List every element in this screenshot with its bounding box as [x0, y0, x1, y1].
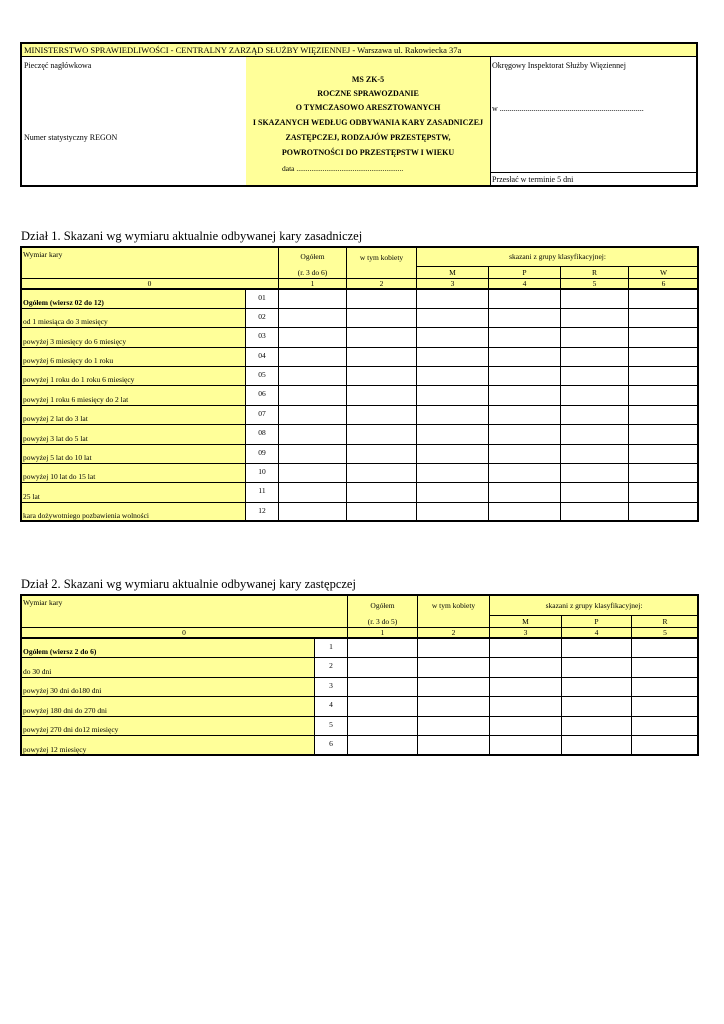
data-cell[interactable] — [490, 697, 562, 717]
data-cell[interactable] — [562, 736, 632, 756]
data-cell[interactable] — [562, 638, 632, 658]
col-number: 4 — [489, 279, 561, 290]
data-cell[interactable] — [347, 483, 417, 502]
data-cell[interactable] — [279, 464, 347, 483]
row-label: kara dożywotniego pozbawienia wolności — [21, 502, 246, 521]
row-number: 12 — [246, 502, 279, 521]
section2-table — [20, 594, 699, 756]
col-header-grupy: skazani z grupy klasyfikacyjnej: — [490, 595, 699, 616]
form-code: MS ZK-5 — [351, 75, 385, 84]
col-number: 0 — [21, 628, 348, 639]
section2-title: Dział 2. Skazani wg wymiaru aktualnie odbywanej kary zastępczej — [21, 577, 356, 591]
form-title-line: I SKAZANYCH WEDŁUG ODBYWANIA KARY ZASADNICZEJ — [252, 118, 484, 127]
data-cell[interactable] — [561, 464, 629, 483]
data-cell[interactable] — [490, 638, 562, 658]
data-cell[interactable] — [418, 658, 490, 678]
data-cell[interactable] — [490, 658, 562, 678]
data-cell[interactable] — [417, 367, 489, 386]
data-cell[interactable] — [490, 716, 562, 736]
form-title-line: ZASTĘPCZEJ, RODZAJÓW PRZESTĘPSTW, — [285, 133, 451, 142]
data-cell[interactable] — [561, 347, 629, 366]
data-cell[interactable] — [561, 405, 629, 424]
data-cell[interactable] — [562, 697, 632, 717]
table-row — [21, 638, 699, 658]
row-number: 4 — [315, 697, 348, 717]
data-cell[interactable] — [629, 308, 699, 327]
stamp-area — [22, 57, 247, 185]
data-cell[interactable] — [632, 716, 699, 736]
row-label: powyżej 5 lat do 10 lat — [21, 444, 246, 463]
col-number: 6 — [629, 279, 699, 290]
row-number: 10 — [246, 464, 279, 483]
data-cell[interactable] — [489, 289, 561, 308]
group-header-w: W — [629, 267, 699, 279]
data-cell[interactable] — [417, 405, 489, 424]
data-cell[interactable] — [347, 308, 417, 327]
row-number: 05 — [246, 367, 279, 386]
data-cell[interactable] — [629, 386, 699, 405]
data-cell[interactable] — [279, 405, 347, 424]
row-number: 08 — [246, 425, 279, 444]
data-cell[interactable] — [348, 697, 418, 717]
data-cell[interactable] — [418, 677, 490, 697]
data-cell[interactable] — [348, 716, 418, 736]
data-cell[interactable] — [417, 502, 489, 521]
data-cell[interactable] — [417, 347, 489, 366]
col-number: 0 — [21, 279, 279, 290]
data-cell[interactable] — [489, 308, 561, 327]
form-title-line: ROCZNE SPRAWOZDANIE — [317, 89, 419, 98]
data-cell[interactable] — [629, 328, 699, 347]
data-cell[interactable] — [418, 736, 490, 756]
row-number: 02 — [246, 308, 279, 327]
row-number: 01 — [246, 289, 279, 308]
data-cell[interactable] — [562, 716, 632, 736]
data-cell[interactable] — [629, 289, 699, 308]
row-label: do 30 dni — [21, 658, 315, 678]
data-cell[interactable] — [417, 444, 489, 463]
row-label: powyżej 1 roku 6 miesięcy do 2 lat — [21, 386, 246, 405]
data-cell[interactable] — [489, 483, 561, 502]
row-number: 6 — [315, 736, 348, 756]
row-label: powyżej 12 miesięcy — [21, 736, 315, 756]
data-cell[interactable] — [561, 386, 629, 405]
table-row — [21, 736, 699, 756]
group-header-r: R — [632, 616, 699, 628]
data-cell[interactable] — [348, 677, 418, 697]
col-number: 1 — [348, 628, 418, 639]
data-cell[interactable] — [279, 483, 347, 502]
data-cell[interactable] — [418, 716, 490, 736]
row-label: powyżej 180 dni do 270 dni — [21, 697, 315, 717]
table-row — [21, 444, 699, 463]
col-header-ogolem: Ogółem — [279, 247, 347, 267]
col-number: 3 — [490, 628, 562, 639]
table-row — [21, 347, 699, 366]
ministry-band: MINISTERSTWO SPRAWIEDLIWOŚCI - CENTRALNY ZARZĄD SŁUŻBY WIĘZIENNEJ - Warszawa ul. Rakowiecka 37a — [22, 44, 696, 57]
row-label: od 1 miesiąca do 3 miesięcy — [21, 308, 246, 327]
row-number: 1 — [315, 638, 348, 658]
row-label: 25 lat — [21, 483, 246, 502]
deadline-note: Przesłać w terminie 5 dni — [490, 172, 696, 185]
col-number: 2 — [347, 279, 417, 290]
data-cell[interactable] — [417, 425, 489, 444]
form-title-line: POWROTNOŚCI DO PRZESTĘPSTW I WIEKU — [281, 148, 455, 157]
data-cell[interactable] — [489, 425, 561, 444]
data-cell[interactable] — [418, 638, 490, 658]
table-row — [21, 367, 699, 386]
row-label: powyżej 10 lat do 15 lat — [21, 464, 246, 483]
row-number: 03 — [246, 328, 279, 347]
section1-table — [20, 246, 699, 522]
group-header-p: P — [489, 267, 561, 279]
col-header-kobiety: w tym kobiety — [347, 247, 417, 279]
data-cell[interactable] — [417, 308, 489, 327]
data-cell[interactable] — [417, 328, 489, 347]
row-label: powyżej 6 miesięcy do 1 roku — [21, 347, 246, 366]
table-row — [21, 308, 699, 327]
col-header-ogolem-note: (r. 3 do 5) — [348, 616, 418, 628]
data-cell[interactable] — [629, 405, 699, 424]
data-cell[interactable] — [561, 308, 629, 327]
table-row — [21, 425, 699, 444]
data-cell[interactable] — [629, 347, 699, 366]
col-number: 5 — [632, 628, 699, 639]
data-cell[interactable] — [418, 697, 490, 717]
row-number: 5 — [315, 716, 348, 736]
row-label: powyżej 3 lat do 5 lat — [21, 425, 246, 444]
data-cell[interactable] — [561, 367, 629, 386]
data-cell[interactable] — [279, 347, 347, 366]
table-row — [21, 716, 699, 736]
row-label: powyżej 1 roku do 1 roku 6 miesięcy — [21, 367, 246, 386]
col-header-wymiar: Wymiar kary — [21, 247, 279, 279]
data-cell[interactable] — [417, 483, 489, 502]
form-header — [20, 42, 698, 187]
data-cell[interactable] — [347, 444, 417, 463]
data-cell[interactable] — [347, 328, 417, 347]
col-number: 2 — [418, 628, 490, 639]
table-row — [21, 677, 699, 697]
data-cell[interactable] — [348, 736, 418, 756]
data-cell[interactable] — [629, 367, 699, 386]
col-header-wymiar: Wymiar kary — [21, 595, 348, 628]
data-cell[interactable] — [347, 289, 417, 308]
data-cell[interactable] — [561, 444, 629, 463]
row-label: powyżej 270 dni do12 miesięcy — [21, 716, 315, 736]
table-row — [21, 289, 699, 308]
data-cell[interactable] — [489, 502, 561, 521]
row-number: 07 — [246, 405, 279, 424]
data-cell[interactable] — [279, 425, 347, 444]
data-cell[interactable] — [632, 638, 699, 658]
date-field[interactable]: data ......................................................... — [282, 164, 404, 173]
col-header-kobiety: w tym kobiety — [418, 595, 490, 628]
col-header-ogolem: Ogółem — [348, 595, 418, 616]
data-cell[interactable] — [489, 347, 561, 366]
data-cell[interactable] — [489, 328, 561, 347]
form-title-line: O TYMCZASOWO ARESZTOWANYCH — [295, 103, 441, 112]
row-number: 09 — [246, 444, 279, 463]
row-label: powyżej 30 dni do180 dni — [21, 677, 315, 697]
row-number: 2 — [315, 658, 348, 678]
row-label: powyżej 2 lat do 3 lat — [21, 405, 246, 424]
table-row — [21, 658, 699, 678]
regon-label: Numer statystyczny REGON — [24, 133, 118, 142]
inspectorate-label: Okręgowy Inspektorat Służby Więziennej — [492, 61, 626, 70]
data-cell[interactable] — [347, 502, 417, 521]
stamp-label: Pieczęć nagłówkowa — [24, 61, 92, 70]
data-cell[interactable] — [562, 677, 632, 697]
data-cell[interactable] — [347, 464, 417, 483]
table-row — [21, 697, 699, 717]
data-cell[interactable] — [629, 502, 699, 521]
data-cell[interactable] — [561, 328, 629, 347]
data-cell[interactable] — [347, 386, 417, 405]
data-cell[interactable] — [561, 483, 629, 502]
data-cell[interactable] — [632, 736, 699, 756]
data-cell[interactable] — [561, 425, 629, 444]
table-row — [21, 405, 699, 424]
row-number: 11 — [246, 483, 279, 502]
data-cell[interactable] — [348, 638, 418, 658]
data-cell[interactable] — [489, 444, 561, 463]
section1-title: Dział 1. Skazani wg wymiaru aktualnie odbywanej kary zasadniczej — [21, 229, 363, 243]
data-cell[interactable] — [489, 405, 561, 424]
data-cell[interactable] — [347, 425, 417, 444]
data-cell[interactable] — [561, 502, 629, 521]
table-row — [21, 328, 699, 347]
group-header-m: M — [417, 267, 489, 279]
data-cell[interactable] — [417, 386, 489, 405]
data-cell[interactable] — [489, 386, 561, 405]
col-number: 1 — [279, 279, 347, 290]
data-cell[interactable] — [279, 502, 347, 521]
data-cell[interactable] — [632, 658, 699, 678]
table-row — [21, 464, 699, 483]
data-cell[interactable] — [629, 444, 699, 463]
data-cell[interactable] — [490, 677, 562, 697]
inspectorate-location-field[interactable]: w ........................................................................ — [492, 104, 644, 113]
col-number: 4 — [562, 628, 632, 639]
data-cell[interactable] — [632, 677, 699, 697]
row-label: Ogółem (wiersz 02 do 12) — [21, 289, 246, 308]
inspectorate-area — [490, 57, 696, 185]
col-number: 5 — [561, 279, 629, 290]
table-row — [21, 502, 699, 521]
data-cell[interactable] — [279, 386, 347, 405]
data-cell[interactable] — [279, 444, 347, 463]
data-cell[interactable] — [629, 425, 699, 444]
data-cell[interactable] — [347, 347, 417, 366]
data-cell[interactable] — [279, 308, 347, 327]
row-number: 3 — [315, 677, 348, 697]
data-cell[interactable] — [417, 289, 489, 308]
data-cell[interactable] — [489, 464, 561, 483]
data-cell[interactable] — [279, 367, 347, 386]
group-header-r: R — [561, 267, 629, 279]
data-cell[interactable] — [489, 367, 561, 386]
col-header-grupy: skazani z grupy klasyfikacyjnej: — [417, 247, 699, 267]
data-cell[interactable] — [279, 328, 347, 347]
group-header-m: M — [490, 616, 562, 628]
data-cell[interactable] — [629, 483, 699, 502]
data-cell[interactable] — [347, 367, 417, 386]
data-cell[interactable] — [629, 464, 699, 483]
row-label: Ogółem (wiersz 2 do 6) — [21, 638, 315, 658]
group-header-p: P — [562, 616, 632, 628]
table-row — [21, 386, 699, 405]
form-title-block — [246, 57, 491, 185]
data-cell[interactable] — [279, 289, 347, 308]
data-cell[interactable] — [562, 658, 632, 678]
data-cell[interactable] — [490, 736, 562, 756]
row-number: 04 — [246, 347, 279, 366]
data-cell[interactable] — [348, 658, 418, 678]
data-cell[interactable] — [561, 289, 629, 308]
row-label: powyżej 3 miesięcy do 6 miesięcy — [21, 328, 246, 347]
data-cell[interactable] — [417, 464, 489, 483]
row-number: 06 — [246, 386, 279, 405]
col-number: 3 — [417, 279, 489, 290]
table-row — [21, 483, 699, 502]
data-cell[interactable] — [632, 697, 699, 717]
data-cell[interactable] — [347, 405, 417, 424]
col-header-ogolem-note: (r. 3 do 6) — [279, 267, 347, 279]
